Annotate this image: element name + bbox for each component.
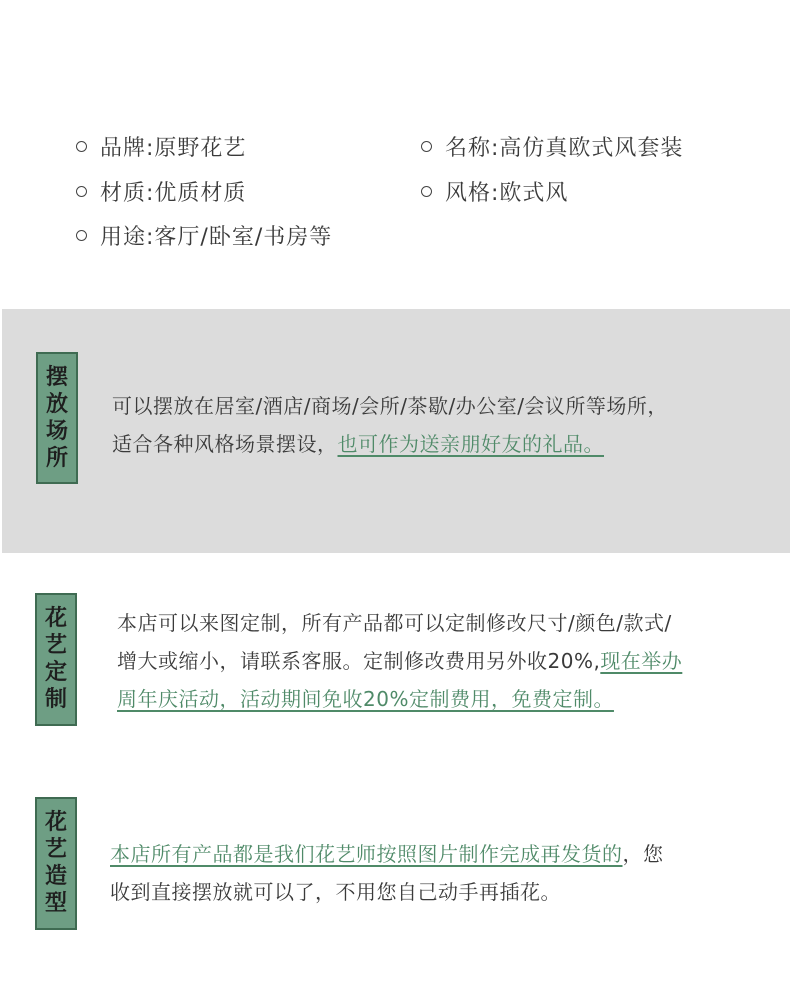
placement-line-1: 可以摆放在居室/酒店/商场/会所/茶歇/办公室/会议所等场所， (112, 394, 668, 418)
spec-usage (76, 220, 332, 251)
placement-section (2, 309, 790, 553)
custom-highlight-a: 现在举办 (600, 649, 683, 673)
placement-line-2 (112, 425, 782, 463)
tag-char: 制 (44, 687, 67, 712)
shaping-line-2: 收到直接摆放就可以了，不用您自己动手再插花。 (110, 880, 561, 904)
placement-text (112, 387, 782, 463)
spec-name (421, 131, 683, 162)
custom-section (0, 560, 790, 760)
bullet-icon (421, 186, 432, 197)
placement-highlight: 也可作为送亲朋好友的礼品。 (337, 432, 604, 456)
custom-line-2 (117, 642, 782, 680)
spec-material-text: 材质:优质材质 (100, 181, 247, 206)
placement-tag (36, 352, 78, 484)
spec-material (76, 176, 246, 207)
bullet-icon (76, 141, 87, 152)
tag-char: 摆 (45, 365, 68, 390)
spec-name-text: 名称:高仿真欧式风套装 (445, 136, 684, 161)
spec-style-text: 风格:欧式风 (445, 181, 569, 206)
tag-char: 艺 (44, 837, 67, 862)
custom-text (117, 604, 782, 718)
shaping-line-1-plain: ，您 (622, 842, 664, 866)
spec-brand (76, 131, 246, 162)
spec-brand-text: 品牌:原野花艺 (100, 136, 247, 161)
spec-list (0, 0, 790, 300)
tag-char: 定 (44, 660, 67, 685)
custom-line-2-plain: 增大或缩小，请联系客服。定制修改费用另外收20%, (117, 649, 601, 673)
custom-line-1: 本店可以来图定制，所有产品都可以定制修改尺寸/颜色/款式/ (117, 611, 672, 635)
bullet-icon (421, 141, 432, 152)
custom-line-3 (117, 680, 782, 718)
bullet-icon (76, 186, 87, 197)
tag-char: 放 (45, 392, 68, 417)
shaping-highlight: 本店所有产品都是我们花艺师按照图片制作完成再发货的 (110, 842, 623, 866)
bullet-icon (76, 230, 87, 241)
spec-style (421, 176, 568, 207)
tag-char: 花 (44, 810, 67, 835)
shaping-section (0, 780, 790, 980)
tag-char: 所 (45, 446, 68, 471)
spec-usage-text: 用途:客厅/卧室/书房等 (100, 225, 333, 250)
custom-tag (35, 593, 77, 726)
custom-highlight-b: 周年庆活动，活动期间免收20%定制费用，免费定制。 (117, 687, 614, 711)
placement-line-2-plain: 适合各种风格场景摆设， (112, 432, 338, 456)
shaping-text (110, 835, 780, 911)
shaping-tag (35, 797, 77, 930)
tag-char: 艺 (44, 633, 67, 658)
tag-char: 花 (44, 606, 67, 631)
tag-char: 场 (45, 419, 68, 444)
shaping-line-1 (110, 835, 780, 873)
tag-char: 型 (44, 891, 67, 916)
tag-char: 造 (44, 864, 67, 889)
